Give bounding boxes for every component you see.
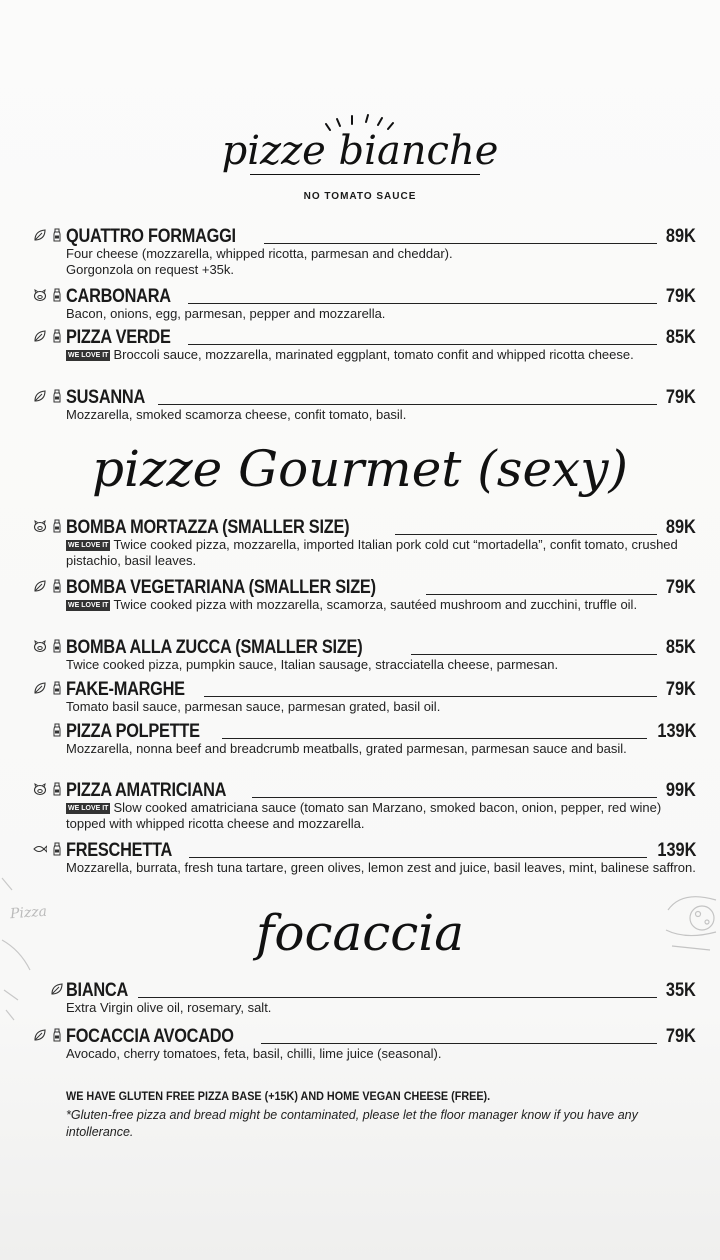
diet-icons (28, 577, 64, 595)
item-price: 89K (666, 517, 696, 538)
we-love-it-badge: WE LOVE IT (68, 602, 109, 609)
menu-item-susanna (28, 386, 696, 422)
item-description (66, 860, 696, 876)
item-description-text: Broccoli sauce, mozzarella, marinated eggplant, tomato confit and whipped ricotta cheese. (113, 347, 634, 362)
item-price: 85K (666, 637, 696, 658)
menu-item-carbonara (28, 285, 696, 321)
item-price: 85K (666, 327, 696, 348)
bottle-icon (50, 579, 64, 593)
item-description (66, 657, 696, 673)
bottle-icon (50, 681, 64, 695)
pig-icon (33, 639, 47, 653)
item-description-text: Tomato basil sauce, parmesan sauce, parmesan grated, basil oil. (66, 699, 441, 714)
item-description-text: Avocado, cherry tomatoes, feta, basil, chilli, lime juice (seasonal). (66, 1046, 442, 1061)
item-price: 99K (666, 780, 696, 801)
item-description (66, 537, 696, 569)
item-description-text: Twice cooked pizza, mozzarella, imported Italian pork cold cut “mortadella”, confit tomato, crushed pistachio, basil leaves. (66, 537, 678, 568)
pizza-doodle: Pizza (9, 903, 48, 923)
bottle-icon (50, 639, 64, 653)
item-name: BOMBA ALLA ZUCCA (SMALLER SIZE) (66, 637, 363, 658)
item-price: 79K (666, 286, 696, 307)
item-description-text: Slow cooked amatriciana sauce (tomato san Marzano, smoked bacon, onion, pepper, red wine) topped with whipped ricotta cheese and mozzarella. (66, 800, 662, 831)
diet-icons (28, 327, 64, 345)
section-title-focaccia: focaccia (255, 904, 465, 962)
bottle-icon (50, 228, 64, 242)
item-description (66, 306, 696, 322)
bottle-icon (50, 842, 64, 856)
item-name: PIZZA AMATRICIANA (66, 780, 227, 801)
diet-icons (28, 721, 64, 739)
item-description (66, 1000, 696, 1016)
diet-icons (28, 226, 64, 244)
item-description (66, 741, 696, 757)
item-description (66, 1046, 696, 1062)
item-name: SUSANNA (66, 387, 145, 408)
item-name: QUATTRO FORMAGGI (66, 226, 236, 247)
gluten-free-note: WE HAVE GLUTEN FREE PIZZA BASE (+15K) AND HOME VEGAN CHEESE (FREE). (66, 1089, 491, 1103)
diet-icons (28, 286, 64, 304)
bottle-icon (50, 782, 64, 796)
footer (66, 1089, 686, 1141)
diet-icons (28, 517, 64, 535)
item-description-text: Mozzarella, burrata, fresh tuna tartare, green olives, lemon zest and juice, basil leaves, mint, balinese saffron. (66, 860, 696, 875)
item-price: 35K (666, 980, 696, 1001)
item-price: 79K (666, 577, 696, 598)
menu-item-freschetta (28, 839, 696, 893)
item-price: 89K (666, 226, 696, 247)
we-love-it-badge: WE LOVE IT (68, 542, 109, 549)
bottle-icon (50, 1028, 64, 1042)
item-name: FRESCHETTA (66, 840, 173, 861)
item-description (66, 800, 696, 832)
diet-icons (28, 387, 64, 405)
we-love-it-badge: WE LOVE IT (68, 805, 109, 812)
item-description (66, 347, 696, 363)
item-description-text: Bacon, onions, egg, parmesan, pepper and mozzarella. (66, 306, 386, 321)
leaf-icon (33, 579, 47, 593)
item-description-text: Twice cooked pizza, pumpkin sauce, Italian sausage, stracciatella cheese, parmesan. (66, 657, 559, 672)
bottle-icon (50, 723, 64, 737)
item-price: 139K (656, 840, 696, 861)
we-love-it-badge: WE LOVE IT (68, 352, 109, 359)
item-description-text: Mozzarella, smoked scamorza cheese, confit tomato, basil. (66, 407, 407, 422)
menu-item-bomba-vegetariana (28, 576, 696, 630)
item-description (66, 246, 696, 278)
item-description (66, 597, 696, 613)
item-price: 79K (666, 387, 696, 408)
bottle-icon (50, 329, 64, 343)
left-sketch-decoration (0, 870, 40, 1030)
menu-item-quattro-formaggi (28, 225, 696, 275)
item-description (66, 407, 696, 423)
diet-icons (28, 637, 64, 655)
leaf-icon (33, 228, 47, 242)
item-name: FAKE-MARGHE (66, 679, 185, 700)
menu-item-pizza-verde (28, 326, 696, 380)
item-price: 79K (666, 1026, 696, 1047)
pig-icon (33, 288, 47, 302)
item-description-text: Twice cooked pizza with mozzarella, scamorza, sautéed mushroom and zucchini, truffle oil. (113, 597, 638, 612)
diet-icons (28, 679, 64, 697)
item-description-text: Mozzarella, nonna beef and breadcrumb meatballs, grated parmesan, parmesan sauce and basil. (66, 741, 627, 756)
bottle-icon (50, 519, 64, 533)
pig-icon (33, 782, 47, 796)
item-price: 79K (666, 679, 696, 700)
fish-icon (33, 842, 47, 856)
leaf-icon (33, 1028, 47, 1042)
diet-icons (28, 840, 64, 858)
menu-item-pizza-polpette (28, 720, 696, 774)
item-name: BOMBA MORTAZZA (SMALLER SIZE) (66, 517, 350, 538)
leaf-icon (33, 329, 47, 343)
menu-item-pizza-amatriciana (28, 779, 696, 833)
section-subtitle-bianche: NO TOMATO SAUCE (303, 191, 417, 202)
item-name: PIZZA VERDE (66, 327, 171, 348)
item-description (66, 699, 696, 715)
pig-icon (33, 519, 47, 533)
leaf-icon (50, 982, 64, 996)
title-underline (250, 174, 480, 175)
menu-item-bianca (28, 979, 696, 1015)
menu-item-fake-marghe (28, 678, 696, 714)
menu-item-bomba-mortazza (28, 516, 696, 570)
item-description-text: Extra Virgin olive oil, rosemary, salt. (66, 1000, 272, 1015)
item-name: CARBONARA (66, 286, 171, 307)
item-name: BIANCA (66, 980, 129, 1001)
bottle-icon (50, 389, 64, 403)
item-name: BOMBA VEGETARIANA (SMALLER SIZE) (66, 577, 376, 598)
section-title-gourmet: pizze Gourmet (sexy) (91, 440, 628, 498)
diet-icons (28, 780, 64, 798)
bottle-icon (50, 288, 64, 302)
pizza-sketch-decoration (662, 880, 718, 960)
section-title-bianche: pizze bianche (221, 128, 499, 174)
item-name: PIZZA POLPETTE (66, 721, 200, 742)
contamination-disclaimer: *Gluten-free pizza and bread might be contaminated, please let the floor manager know if you have any intollerance. (66, 1108, 638, 1139)
leaf-icon (33, 389, 47, 403)
leaf-icon (33, 681, 47, 695)
menu-item-focaccia-avocado (28, 1025, 696, 1061)
item-name: FOCACCIA AVOCADO (66, 1026, 234, 1047)
item-description-text: Four cheese (mozzarella, whipped ricotta, parmesan and cheddar). Gorgonzola on request +35k. (66, 246, 453, 277)
item-price: 139K (656, 721, 696, 742)
menu-item-bomba-alla-zucca (28, 636, 696, 672)
